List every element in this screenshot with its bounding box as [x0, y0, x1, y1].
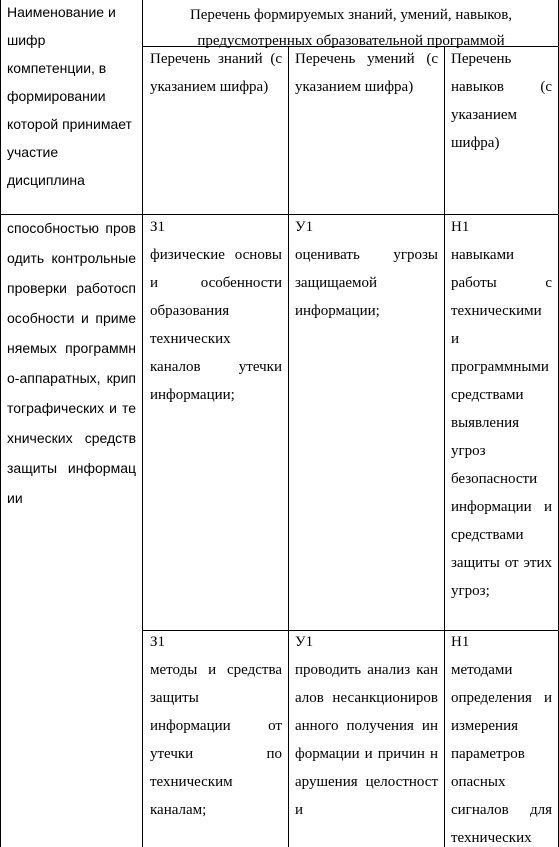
row1-skill-code: У1: [295, 219, 314, 235]
row2-knowledge-code: З1: [150, 634, 166, 650]
row2-skill-code: У1: [295, 634, 314, 650]
row-divider: [142, 630, 559, 631]
row1-ability-code: Н1: [451, 219, 470, 235]
column-divider-2: [288, 46, 289, 847]
row2-ability-text: методами определения и измерения параметров опасных сигналов для технических: [451, 662, 552, 846]
header-group-title: Перечень формируемых знаний, умений, навыков, предусмотренных образовательной программой: [189, 7, 513, 49]
row2-skill-text: проводить анализ каналов несанкционированного получения информации и причин нарушения целостности: [295, 662, 438, 818]
column-divider-1: [142, 0, 143, 847]
header-abilities: Перечень навыков (с указанием шифра): [451, 51, 552, 151]
header-knowledge: Перечень знаний (с указанием шифра): [150, 51, 282, 95]
header-competence: Наименование и шифр компетенции, в формировании которой принимает участие дисциплина: [7, 4, 132, 188]
row1-knowledge-text: физические основы и особенности образования технических каналов утечки информации;: [150, 247, 282, 403]
row2-knowledge-text: методы и средства защиты информации от утечки по техническим каналам;: [150, 662, 282, 818]
column-divider-3: [444, 46, 445, 847]
row1-knowledge-code: З1: [150, 219, 166, 235]
table-border-left: [0, 0, 1, 847]
row2-ability-code: Н1: [451, 634, 470, 650]
row1-ability-text: навыками работы с техническими и программными средствами выявления угроз безопасности информации и средствами защиты от этих угроз;: [451, 247, 552, 599]
header-skills: Перечень умений (с указанием шифра): [295, 51, 438, 95]
competence-text: способностью проводить контрольные проверки работоспособности и применяемых программно-аппаратных, криптографических и технических средств защиты информации: [7, 220, 136, 506]
row1-skill-text: оценивать угрозы защищаемой информации;: [295, 247, 438, 319]
